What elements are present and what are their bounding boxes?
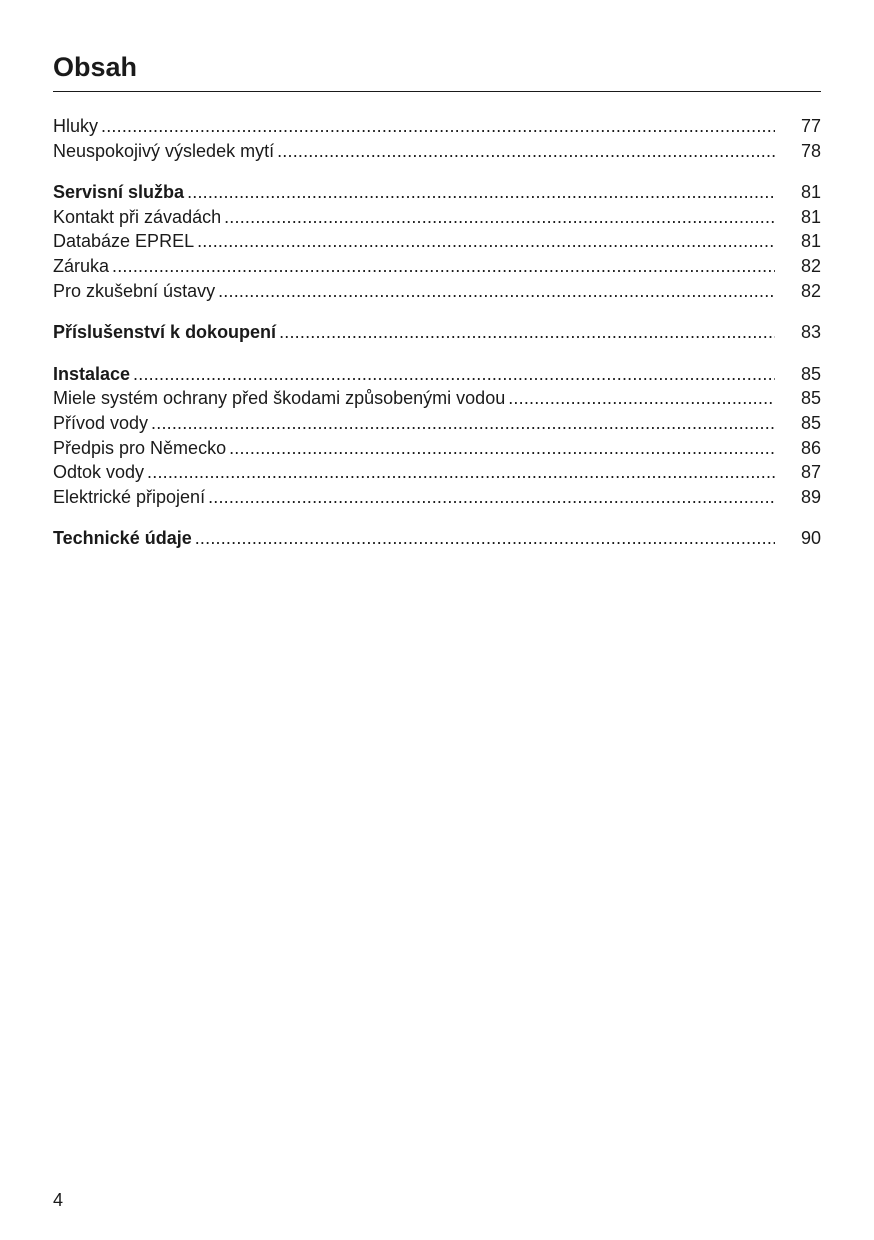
toc-entry-label: Přívod vody [53,412,149,433]
dot-leader [101,114,775,139]
dot-leader [508,386,775,411]
toc-entry-label: Pro zkušební ústavy [53,280,216,301]
dot-leader [147,460,775,485]
dot-leader [133,362,775,387]
toc-entry-page: 86 [800,437,821,458]
toc-entry-page: 89 [800,486,821,507]
toc-entry-page: 81 [800,182,821,203]
toc-entry-label: Neuspokojivý výsledek mytí [53,140,275,161]
toc-entry-page: 87 [800,462,821,483]
toc-entry-label: Kontakt při závadách [53,206,222,227]
toc-entry-page: 85 [800,412,821,433]
toc-entry-page: 90 [800,528,821,549]
toc-entry-label: Předpis pro Německo [53,437,227,458]
dot-leader [218,279,775,304]
toc-entry-label: Databáze EPREL [53,231,195,252]
toc-entry-page: 77 [800,116,821,136]
dot-leader [279,320,775,345]
toc-entry[interactable] [53,362,821,387]
toc-entry[interactable] [53,411,821,436]
dot-leader [195,526,775,551]
toc-entry[interactable] [53,114,821,139]
toc-entry[interactable] [53,139,821,164]
dot-leader [151,411,775,436]
toc-entry-label: Odtok vody [53,462,145,483]
toc-entry-page: 82 [800,280,821,301]
page-title: Obsah [53,52,138,82]
toc-entry[interactable] [53,386,821,411]
toc-entry[interactable] [53,279,821,304]
toc-entry[interactable] [53,436,821,461]
table-of-contents [53,114,821,551]
toc-entry[interactable] [53,180,821,205]
toc-entry-page: 85 [800,363,821,384]
dot-leader [224,205,775,230]
toc-entry[interactable] [53,526,821,551]
toc-entry-label: Miele systém ochrany před škodami způsobenými vodou [53,388,506,409]
toc-entry-page: 82 [800,255,821,276]
toc-entry[interactable] [53,254,821,279]
toc-entry-label: Instalace [53,363,131,384]
dot-leader [112,254,775,279]
toc-entry-page: 81 [800,206,821,227]
toc-entry-label: Hluky [53,116,99,136]
toc-entry-page: 83 [800,322,821,343]
toc-entry[interactable] [53,320,821,345]
toc-entry[interactable] [53,460,821,485]
toc-entry-label: Příslušenství k dokoupení [53,322,277,343]
toc-entry-label: Elektrické připojení [53,486,206,507]
toc-entry-label: Servisní služba [53,182,185,203]
toc-entry-page: 78 [800,140,821,161]
dot-leader [187,180,775,205]
toc-entry[interactable] [53,485,821,510]
toc-entry[interactable] [53,229,821,254]
toc-entry-page: 85 [800,388,821,409]
dot-leader [197,229,775,254]
dot-leader [208,485,775,510]
dot-leader [229,436,775,461]
page-number: 4 [53,1190,64,1210]
toc-entry-label: Technické údaje [53,528,192,549]
toc-entry-page: 81 [800,231,821,252]
toc-entry-label: Záruka [53,255,110,276]
dot-leader [277,139,775,164]
toc-entry[interactable] [53,205,821,230]
title-divider [53,91,821,92]
